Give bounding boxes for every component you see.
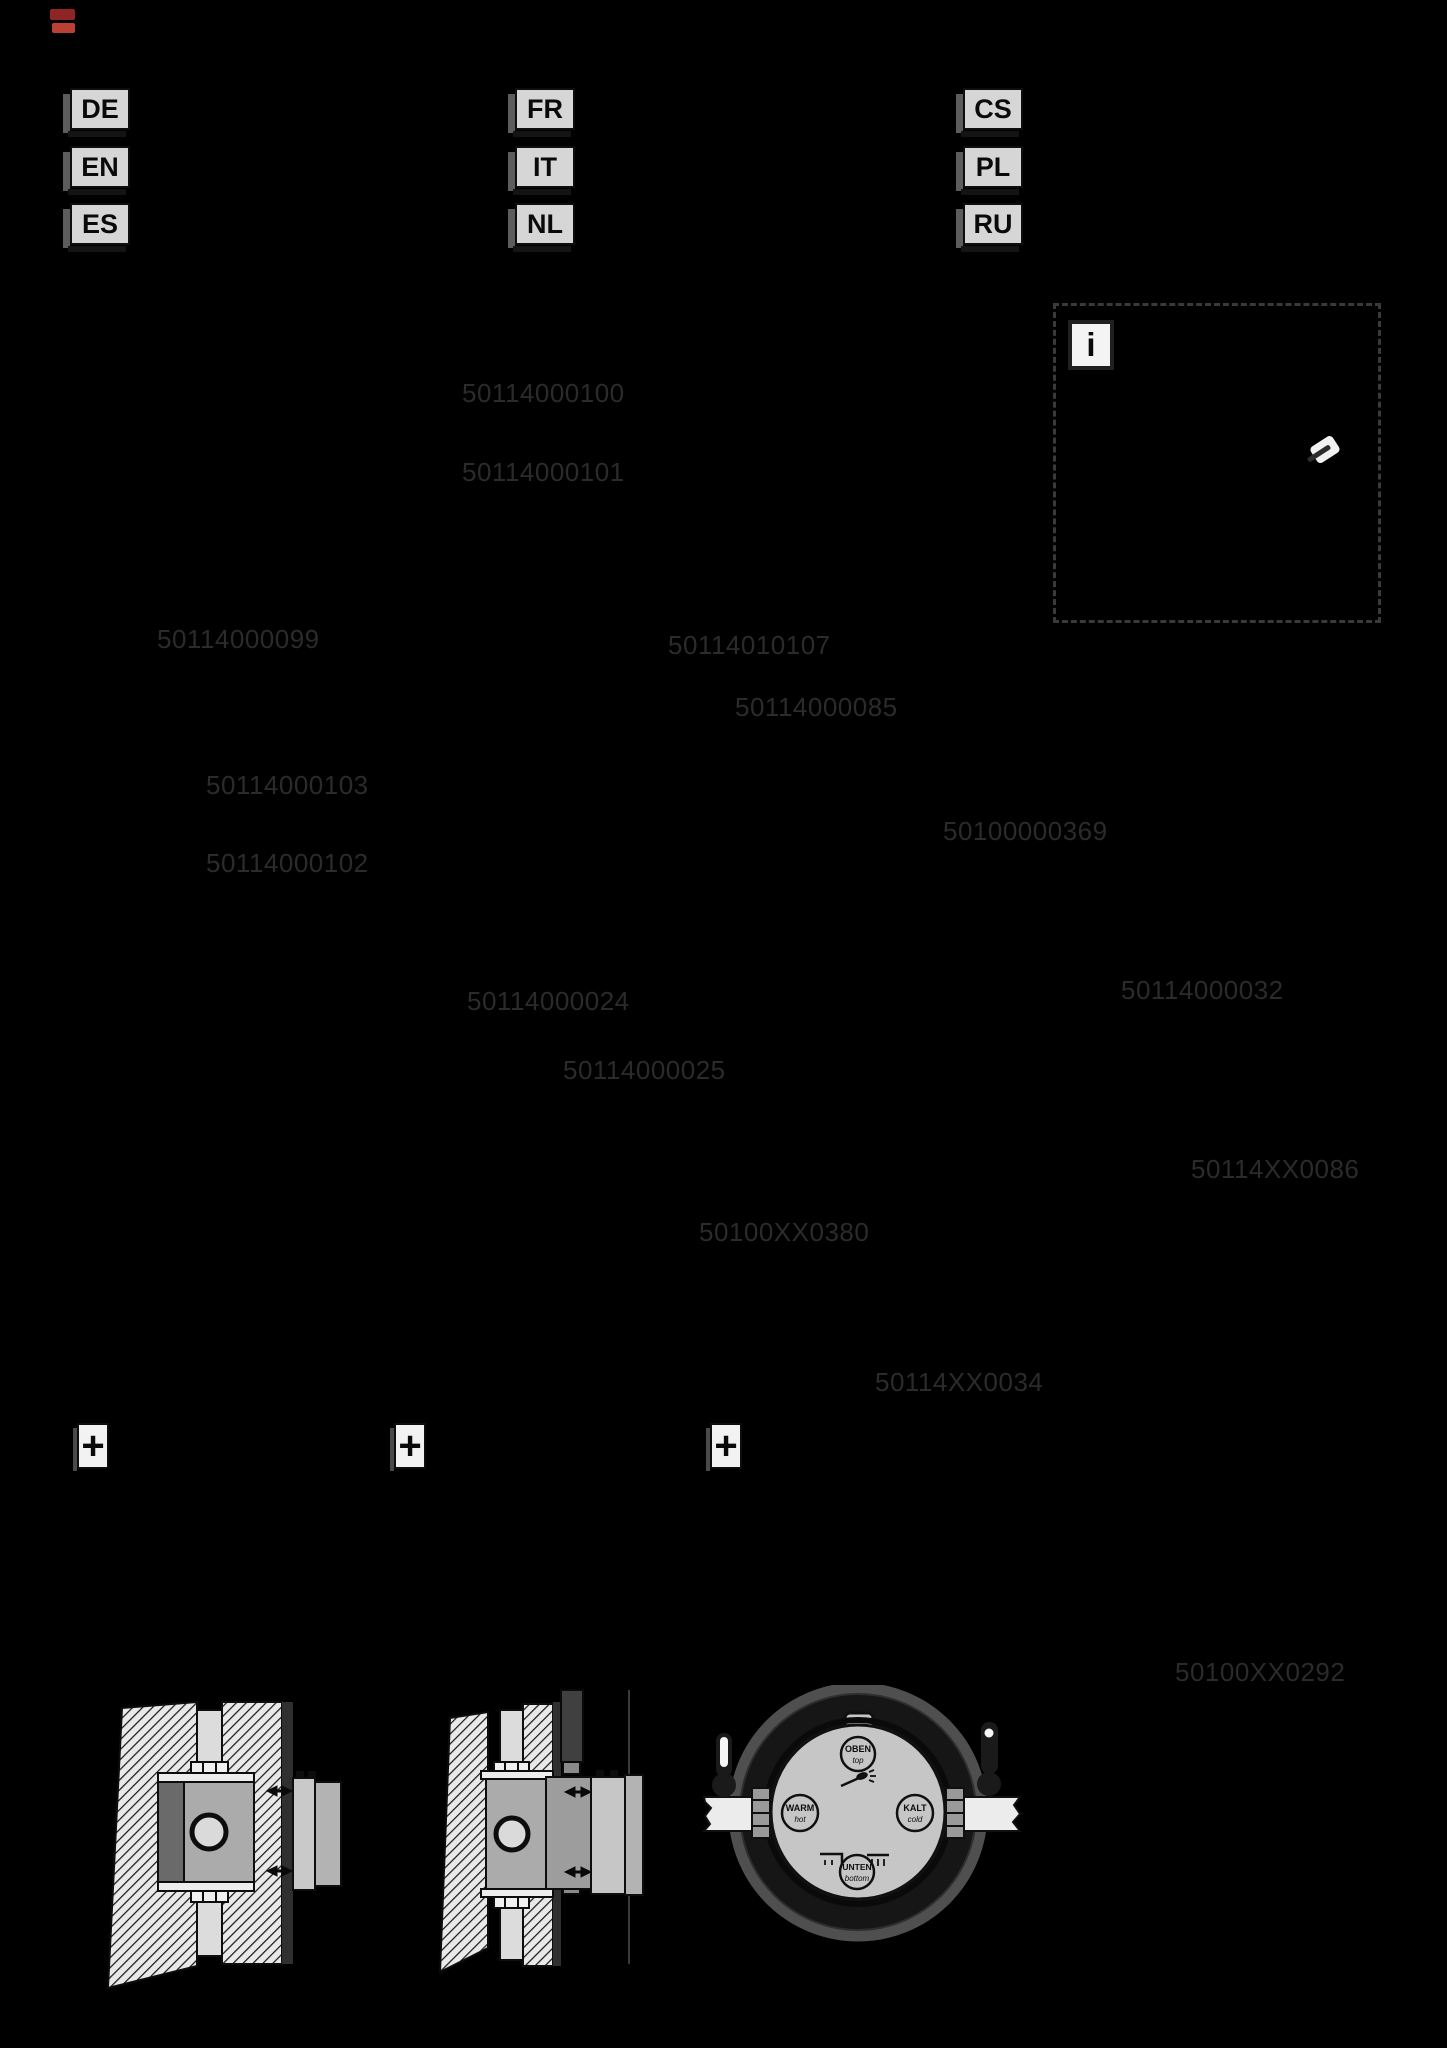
part-number: 50114000085 [735, 692, 898, 722]
thermometer-cold-icon [977, 1722, 1001, 1796]
port-sublabel: top [852, 1756, 864, 1765]
part-number: 50114000025 [563, 1055, 726, 1085]
plus-marker [77, 1423, 109, 1469]
language-badge-label: ES [81, 208, 119, 239]
valve-orientation-dial-diagram [702, 1685, 1022, 2030]
language-badge-pl [963, 146, 1023, 188]
language-badge-label: DE [81, 93, 119, 124]
language-badge-en [70, 146, 130, 188]
language-badge-cs [963, 88, 1023, 130]
port-bottom-unten [840, 1855, 874, 1889]
scan-artifact-mark [50, 9, 75, 20]
part-number: 50100000369 [943, 816, 1108, 846]
supply-pipe-bottom [494, 1897, 529, 1960]
part-number: 50114XX0034 [875, 1367, 1044, 1397]
language-badge-label: RU [973, 208, 1013, 239]
supply-pipe-bottom [191, 1891, 228, 1956]
part-number: 50100XX0292 [1175, 1657, 1346, 1687]
valve-body [158, 1773, 254, 1891]
port-top-oben [841, 1737, 875, 1771]
port-label: KALT [903, 1803, 927, 1813]
part-number: 50114000099 [157, 624, 320, 654]
plus-icon: + [398, 1424, 422, 1468]
language-badge-nl [515, 203, 575, 245]
port-label: WARM [785, 1803, 815, 1813]
plus-marker [710, 1423, 742, 1469]
language-badge-fr [515, 88, 575, 130]
port-right-kalt [897, 1795, 933, 1831]
language-badge-label: NL [527, 208, 563, 239]
port-left-warm [782, 1795, 818, 1831]
extension-sleeve [546, 1770, 643, 1895]
port-sublabel: hot [794, 1815, 806, 1824]
language-badge-label: PL [975, 151, 1011, 182]
plus-marker [394, 1423, 426, 1469]
scan-artifact-mark [52, 23, 75, 33]
part-number: 50114000101 [462, 457, 625, 487]
part-number: 50114000024 [467, 986, 630, 1016]
wall-section-diagram-left [84, 1686, 346, 2018]
part-number: 50114000103 [206, 770, 369, 800]
part-number: 50114000100 [462, 378, 625, 408]
part-number: 50114XX0086 [1191, 1154, 1360, 1184]
info-icon-glyph: i [1086, 326, 1096, 363]
part-number: 50114000102 [206, 848, 369, 878]
language-badge-label: EN [81, 151, 119, 182]
language-badge-label: IT [533, 151, 557, 182]
language-badge-de [70, 88, 130, 130]
valve-housing [740, 1694, 976, 1930]
plaster-sleeve [293, 1771, 341, 1890]
supply-pipe-top [191, 1710, 228, 1773]
plus-icon: + [714, 1424, 738, 1468]
port-label: OBEN [844, 1744, 872, 1754]
port-sublabel: bottom [844, 1874, 870, 1883]
part-number: 50100XX0380 [699, 1217, 870, 1247]
port-label: UNTEN [842, 1862, 872, 1872]
language-badge-label: CS [974, 93, 1012, 124]
plus-icon: + [81, 1424, 105, 1468]
port-sublabel: cold [907, 1815, 923, 1824]
language-badge-it [515, 146, 575, 188]
valve-body [481, 1771, 553, 1897]
supply-pipe-top [494, 1710, 529, 1773]
part-number: 50114000032 [1121, 975, 1284, 1005]
part-number: 50114010107 [668, 630, 831, 660]
wall-section-diagram-middle [428, 1686, 690, 2018]
thermometer-hot-icon [712, 1733, 736, 1797]
illustration-fragment-icon [1308, 438, 1342, 464]
language-badge-es [70, 203, 130, 245]
language-badge-label: FR [527, 93, 563, 124]
language-badge-ru [963, 203, 1023, 245]
info-icon [1068, 320, 1114, 370]
